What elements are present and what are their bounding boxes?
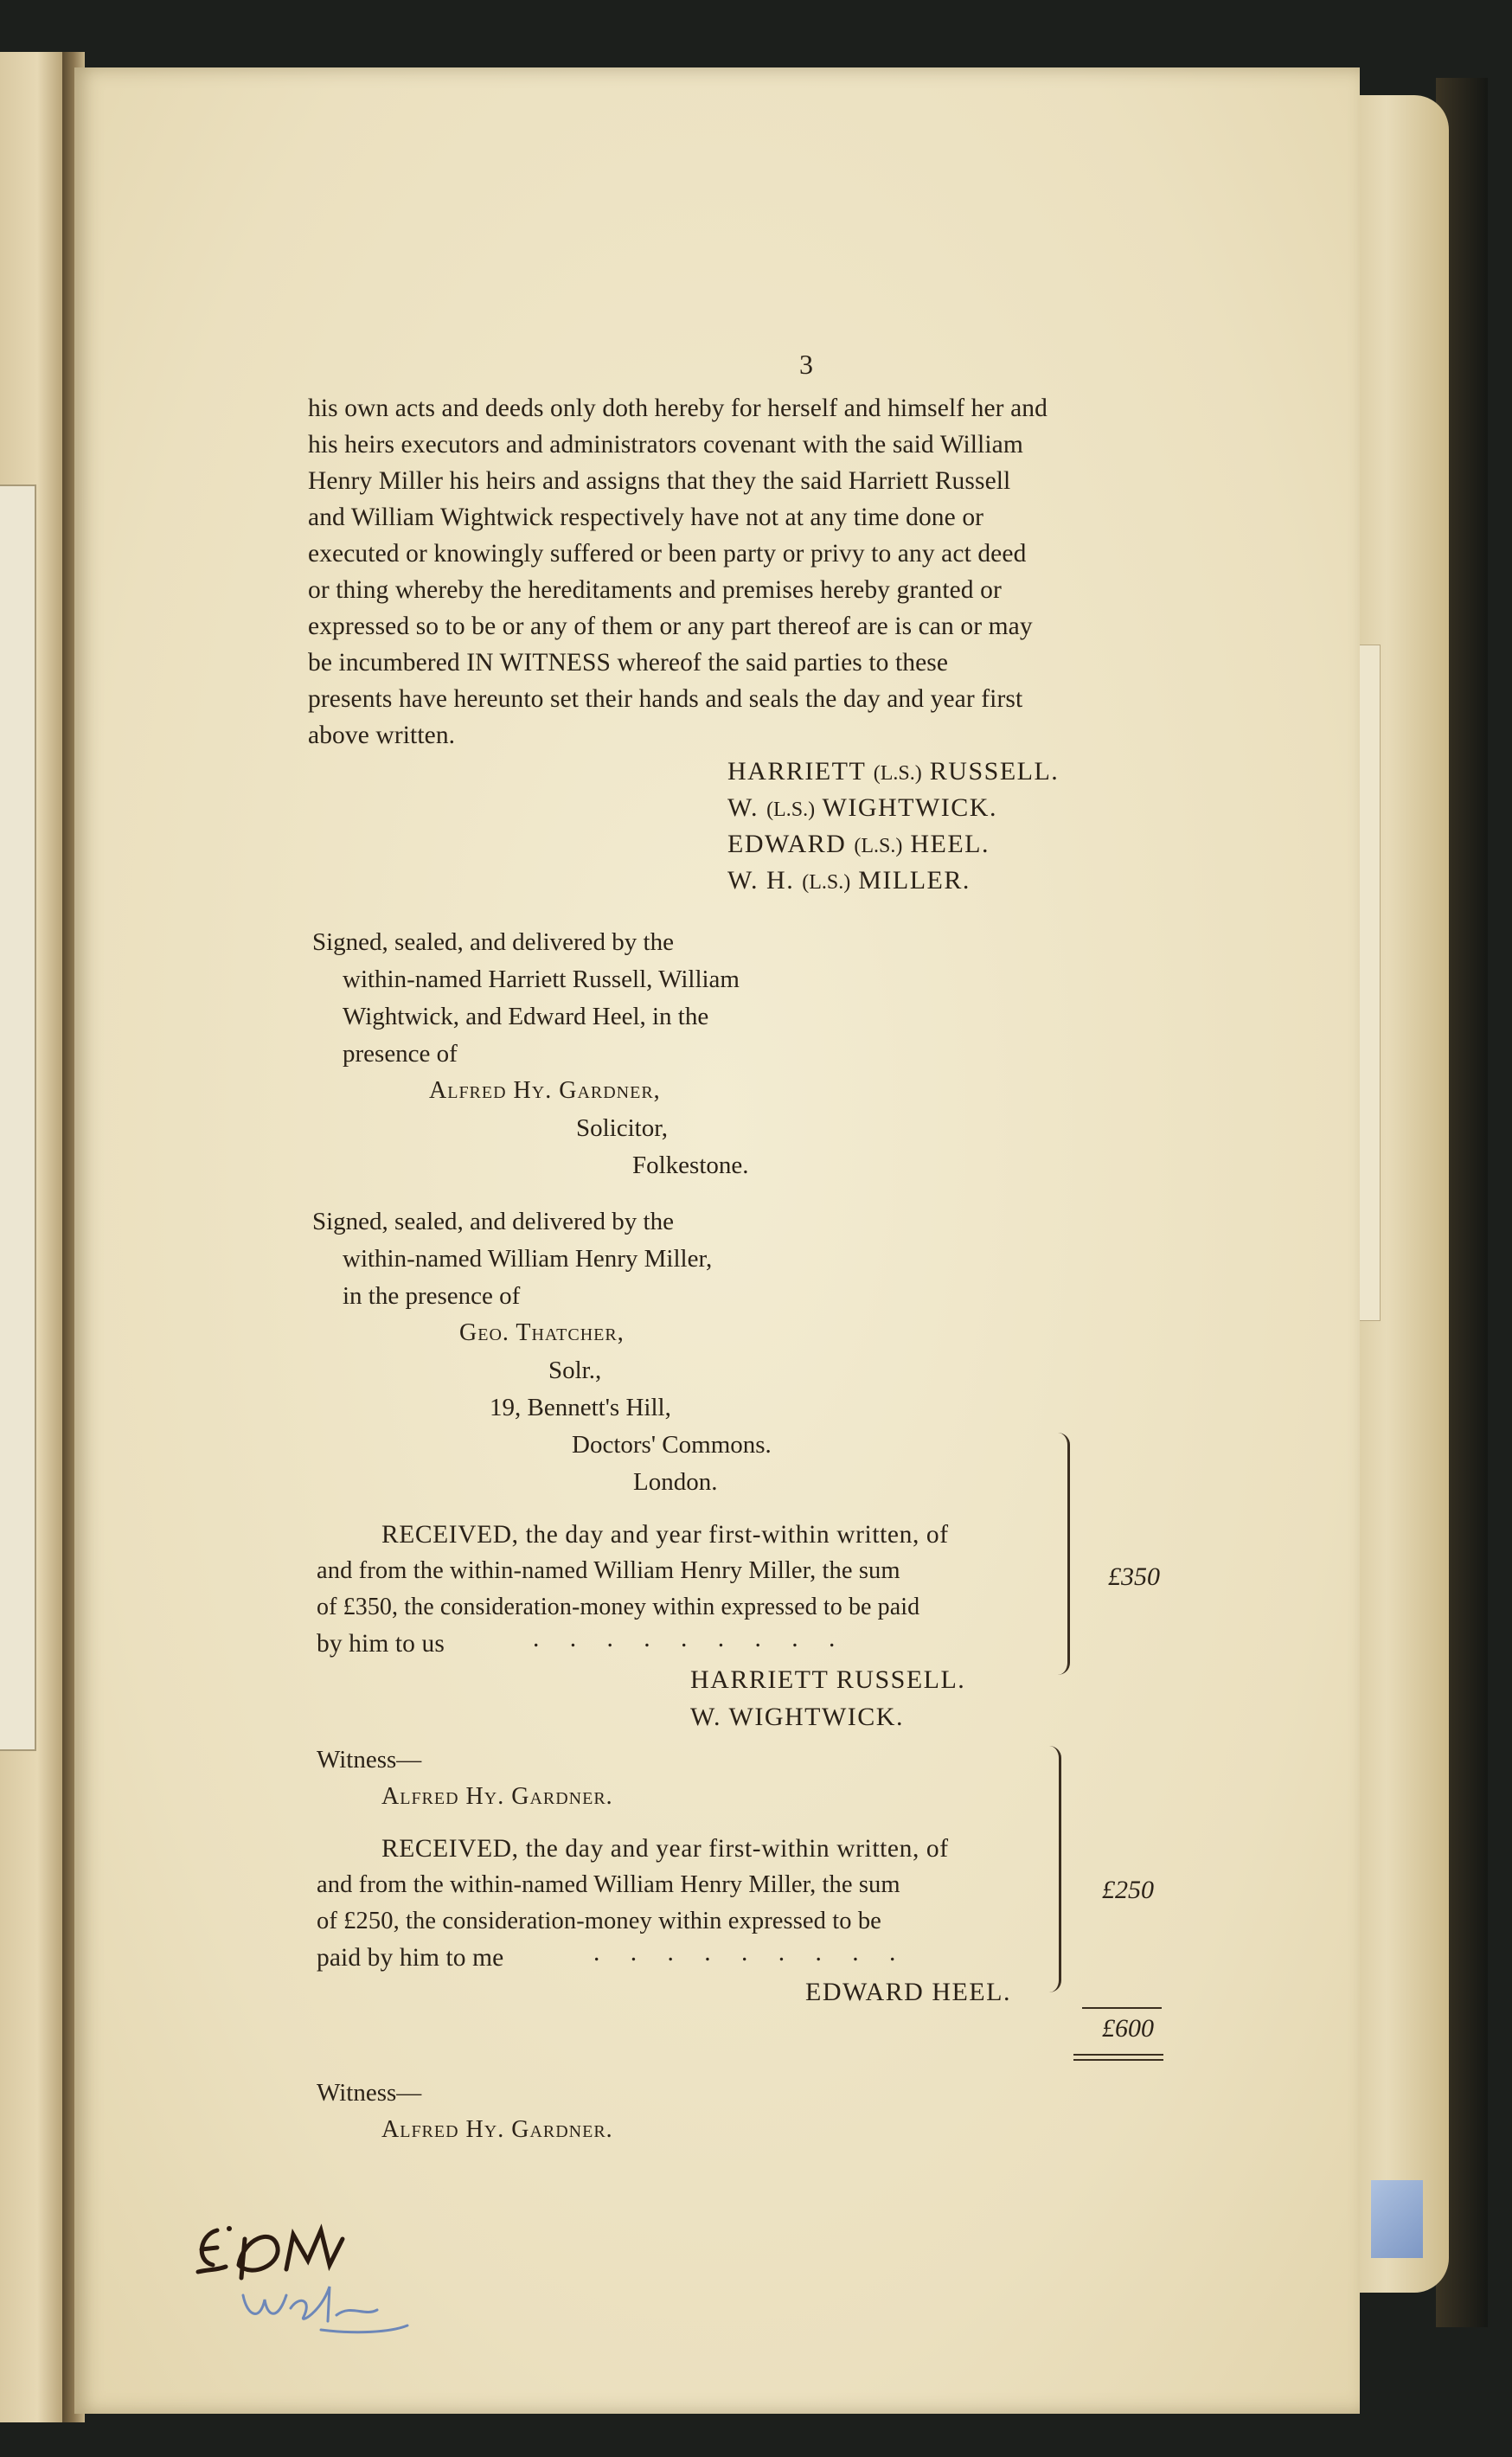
receipt-line: of £250, the consideration-money within expressed to be — [317, 1908, 881, 1934]
receipt-line: RECEIVED, the day and year first-within written, of — [381, 1835, 949, 1863]
total-amount: £600 — [1102, 2014, 1154, 2043]
total-double-rule — [1073, 2054, 1163, 2056]
seal-mark: (L.S.) — [854, 835, 903, 857]
witness-area: Doctors' Commons. — [572, 1431, 772, 1459]
document-page — [74, 67, 1360, 2414]
receipt-line: RECEIVED, the day and year first-within written, of — [381, 1521, 949, 1549]
blue-slip-corner — [1371, 2180, 1423, 2258]
receipt-line: and from the within-named William Henry Miller, the sum — [317, 1871, 900, 1898]
signature-line: HARRIETT (L.S.) RUSSELL. — [727, 757, 1060, 786]
signature-line: W. H. (L.S.) MILLER. — [727, 866, 971, 895]
signature-line: EDWARD (L.S.) HEEL. — [727, 830, 990, 858]
witness-name: Alfred Hy. Gardner. — [381, 1783, 613, 1810]
paragraph-line: his own acts and deeds only doth hereby for herself and himself her and — [308, 395, 1048, 422]
receipt-brace — [1043, 1746, 1061, 1992]
dot-leader: . . . . . . . . . — [533, 1625, 848, 1652]
receipt-line: paid by him to me — [317, 1944, 504, 1972]
seal-mark: (L.S.) — [802, 871, 851, 894]
attestation-line: Signed, sealed, and delivered by the — [312, 1208, 674, 1235]
seal-mark: (L.S.) — [873, 762, 922, 785]
paragraph-line: Henry Miller his heirs and assigns that they the said Harriett Russell — [308, 467, 1011, 495]
attestation-line: within-named William Henry Miller, — [343, 1245, 713, 1273]
paragraph-line: or thing whereby the hereditaments and premises hereby granted or — [308, 576, 1002, 604]
receipt-amount: £350 — [1108, 1562, 1160, 1591]
paragraph-line: his heirs executors and administrators covenant with the said William — [308, 431, 1023, 459]
previous-page-insert — [0, 484, 36, 1751]
dot-leader: . . . . . . . . . — [593, 1939, 908, 1966]
signature-line: W. (L.S.) WIGHTWICK. — [727, 793, 997, 822]
attestation-line: in the presence of — [343, 1282, 521, 1310]
receipt-line: of £350, the consideration-money within expressed to be paid — [317, 1594, 920, 1620]
witness-title: Solr., — [548, 1357, 602, 1384]
witness-title: Solicitor, — [576, 1114, 668, 1142]
paragraph-line: and William Wightwick respectively have not at any time done or — [308, 504, 984, 531]
witness-address: 19, Bennett's Hill, — [490, 1394, 671, 1421]
total-rule-top — [1082, 2007, 1162, 2009]
witness-city: London. — [633, 1468, 718, 1496]
seal-mark: (L.S.) — [766, 799, 816, 821]
attestation-line: within-named Harriett Russell, William — [343, 965, 740, 993]
receipt-signatory: HARRIETT RUSSELL. — [690, 1665, 966, 1694]
paragraph-line: above written. — [308, 722, 456, 749]
witness-label: Witness— — [317, 1746, 422, 1774]
paragraph-line: be incumbered IN WITNESS whereof the said parties to these — [308, 649, 949, 677]
paragraph-line: executed or knowingly suffered or been party or privy to any act deed — [308, 540, 1027, 568]
witness-place: Folkestone. — [632, 1152, 749, 1179]
paragraph-line: expressed so to be or any of them or any part thereof are is can or may — [308, 613, 1033, 640]
attestation-line: Wightwick, and Edward Heel, in the — [343, 1003, 709, 1030]
receipt-signatory: W. WIGHTWICK. — [690, 1703, 904, 1731]
receipt-signatory: EDWARD HEEL. — [805, 1978, 1011, 2006]
page-number: 3 — [799, 349, 813, 380]
attestation-line: Signed, sealed, and delivered by the — [312, 928, 674, 956]
paragraph-line: presents have hereunto set their hands and seals the day and year first — [308, 685, 1023, 713]
attestation-line: presence of — [343, 1040, 458, 1068]
total-double-rule — [1073, 2059, 1163, 2061]
receipt-line: by him to us — [317, 1630, 445, 1658]
receipt-brace — [1052, 1433, 1070, 1675]
witness-name: Alfred Hy. Gardner. — [381, 2116, 613, 2143]
witness-name: Alfred Hy. Gardner, — [429, 1077, 661, 1104]
handwritten-initials — [191, 2213, 425, 2343]
receipt-amount: £250 — [1102, 1876, 1154, 1904]
witness-label: Witness— — [317, 2079, 422, 2107]
witness-name: Geo. Thatcher, — [459, 1319, 625, 1346]
receipt-line: and from the within-named William Henry Miller, the sum — [317, 1557, 900, 1584]
